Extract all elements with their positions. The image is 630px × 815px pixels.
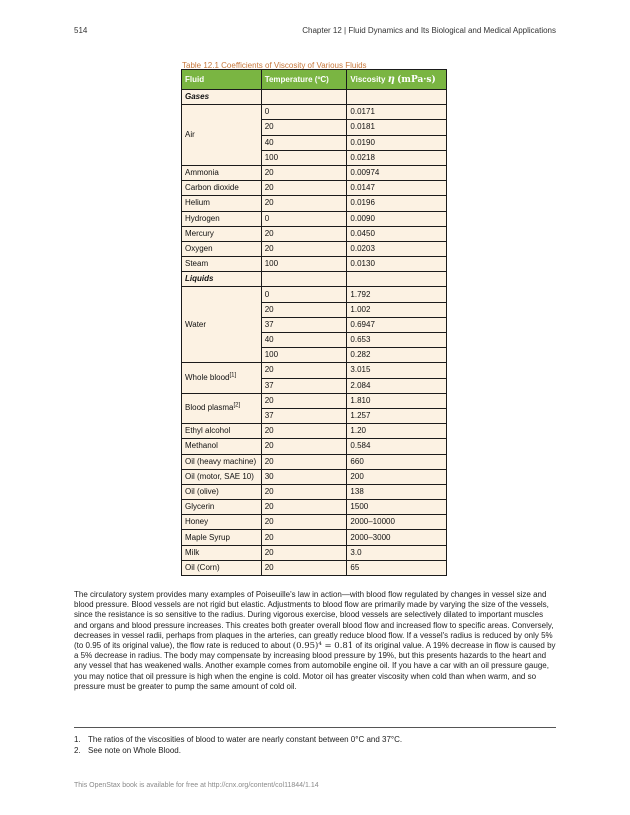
temperature-cell: 20	[261, 500, 347, 515]
column-header-fluid: Fluid	[182, 70, 262, 90]
footnote-ref-1[interactable]: [1]	[229, 372, 237, 379]
temperature-cell: 100	[261, 257, 347, 272]
fluid-cell: Carbon dioxide	[182, 181, 262, 196]
temperature-cell: 20	[261, 241, 347, 256]
viscosity-cell: 0.0190	[347, 135, 447, 150]
section-row-liquids	[182, 272, 447, 287]
footnote-number: 1.	[74, 735, 81, 744]
fluid-cell: Oil (heavy machine)	[182, 454, 262, 469]
temperature-cell: 20	[261, 515, 347, 530]
table-row	[182, 560, 447, 575]
table-row	[182, 530, 447, 545]
table-row	[182, 211, 447, 226]
temperature-cell: 20	[261, 302, 347, 317]
footnote-ref-2[interactable]: [2]	[233, 402, 241, 409]
section-label: Liquids	[182, 272, 262, 287]
table-header-row	[182, 70, 447, 90]
fluid-cell: Steam	[182, 257, 262, 272]
fluid-label: Whole blood	[185, 373, 230, 383]
viscosity-cell: 0.0450	[347, 226, 447, 241]
temperature-cell: 37	[261, 408, 347, 423]
viscosity-cell: 1.792	[347, 287, 447, 302]
table-row	[182, 287, 447, 302]
footnote-text: See note on Whole Blood.	[88, 745, 181, 755]
math-expression: (0.95)⁴ = 0.81	[292, 641, 354, 652]
temperature-cell: 20	[261, 363, 347, 378]
viscosity-cell: 3.015	[347, 363, 447, 378]
viscosity-symbol: η	[387, 74, 395, 85]
fluid-cell: Oil (olive)	[182, 484, 262, 499]
paragraph-text: The circulatory system provides many examples of Poiseuille's law in action—with blood flow regulated by changes in vessel size and blood pressure. Blood vessels are not rigid but elastic. Adjustments to blood flow are primarily made by varying the size of the vessels, since the resistance is so sensitive to the radius. During vigorous exercise, blood vessels are selectively dilated to important muscles and organs and blood pressure increases. This creates both greater overall blood flow and increased flow to specific areas. Conversely, decreases in vessel radii, perhaps from plaques in the arteries, can greatly reduce blood flow. If a vessel's radius is reduced by only 5% (to 0.95 of its original value), the flow rate is reduced to about	[74, 590, 554, 651]
page-footer: This OpenStax book is available for free at http://cnx.org/content/col11844/1.14	[74, 782, 319, 789]
fluid-cell: Oxygen	[182, 241, 262, 256]
viscosity-cell: 1.810	[347, 393, 447, 408]
viscosity-table	[181, 69, 447, 576]
temperature-cell: 37	[261, 317, 347, 332]
column-header-temperature: Temperature (ºC)	[261, 70, 347, 90]
temperature-cell: 37	[261, 378, 347, 393]
temperature-cell: 20	[261, 424, 347, 439]
paragraph-text: of its original value. A 19% decrease in flow is caused by a 5% decrease in radius. The body may compensate by increasing blood pressure by 19%, but this presents hazards to the heart and any vessel that has weakened walls. Another example comes from automobile engine oil. If you have a car with an oil pressure gauge, you may notice that oil pressure is high when the engine is cold. Motor oil has greater viscosity when cold than when warm, and so pressure must be greater to pump the same amount of cold oil.	[74, 641, 556, 691]
footnotes	[74, 735, 402, 756]
table-row	[182, 105, 447, 120]
viscosity-cell: 0.6947	[347, 317, 447, 332]
viscosity-cell: 138	[347, 484, 447, 499]
viscosity-cell: 200	[347, 469, 447, 484]
viscosity-cell: 0.0196	[347, 196, 447, 211]
empty-cell	[261, 90, 347, 105]
viscosity-cell: 1500	[347, 500, 447, 515]
viscosity-unit: (mPa·s)	[397, 75, 436, 85]
footnote-divider	[74, 727, 556, 728]
temperature-cell: 40	[261, 135, 347, 150]
viscosity-cell: 3.0	[347, 545, 447, 560]
viscosity-cell: 0.0218	[347, 150, 447, 165]
section-row-gases	[182, 90, 447, 105]
temperature-cell: 20	[261, 484, 347, 499]
viscosity-cell: 0.282	[347, 348, 447, 363]
table-row	[182, 196, 447, 211]
temperature-cell: 20	[261, 560, 347, 575]
fluid-cell: Methanol	[182, 439, 262, 454]
fluid-cell: Helium	[182, 196, 262, 211]
fluid-cell: Oil (motor, SAE 10)	[182, 469, 262, 484]
viscosity-cell: 0.0203	[347, 241, 447, 256]
temperature-cell: 30	[261, 469, 347, 484]
table-row	[182, 545, 447, 560]
fluid-cell: Mercury	[182, 226, 262, 241]
footnote-1	[74, 735, 402, 746]
fluid-cell: Ethyl alcohol	[182, 424, 262, 439]
viscosity-cell: 0.0181	[347, 120, 447, 135]
temperature-cell: 0	[261, 211, 347, 226]
fluid-cell: Air	[182, 105, 262, 166]
temperature-cell: 20	[261, 165, 347, 180]
fluid-cell: Water	[182, 287, 262, 363]
table-caption: Table 12.1 Coefficients of Viscosity of Various Fluids	[182, 61, 367, 70]
fluid-label: Blood plasma	[185, 403, 234, 413]
table-row	[182, 454, 447, 469]
empty-cell	[261, 272, 347, 287]
fluid-cell: Ammonia	[182, 165, 262, 180]
temperature-cell: 20	[261, 226, 347, 241]
table-row	[182, 165, 447, 180]
viscosity-cell: 0.0130	[347, 257, 447, 272]
temperature-cell: 100	[261, 150, 347, 165]
table-row	[182, 469, 447, 484]
viscosity-cell: 2000–3000	[347, 530, 447, 545]
temperature-cell: 20	[261, 545, 347, 560]
viscosity-cell: 660	[347, 454, 447, 469]
fluid-cell: Hydrogen	[182, 211, 262, 226]
body-paragraph	[74, 590, 558, 692]
fluid-cell: Glycerin	[182, 500, 262, 515]
table-row	[182, 393, 447, 408]
temperature-cell: 0	[261, 105, 347, 120]
fluid-cell: Milk	[182, 545, 262, 560]
chapter-header: Chapter 12 | Fluid Dynamics and Its Biological and Medical Applications	[302, 26, 556, 35]
table-row	[182, 363, 447, 378]
viscosity-cell: 0.0171	[347, 105, 447, 120]
fluid-cell: Honey	[182, 515, 262, 530]
temperature-cell: 20	[261, 181, 347, 196]
viscosity-cell: 1.257	[347, 408, 447, 423]
section-label: Gases	[182, 90, 262, 105]
viscosity-cell: 0.653	[347, 333, 447, 348]
footnote-number: 2.	[74, 745, 81, 755]
table-row	[182, 226, 447, 241]
footnote-text: The ratios of the viscosities of blood to water are nearly constant between 0°C and 37°C.	[88, 735, 403, 744]
fluid-cell: Maple Syrup	[182, 530, 262, 545]
fluid-cell	[182, 393, 262, 423]
viscosity-cell: 0.0090	[347, 211, 447, 226]
temperature-cell: 20	[261, 120, 347, 135]
fluid-cell: Oil (Corn)	[182, 560, 262, 575]
temperature-cell: 20	[261, 393, 347, 408]
temperature-cell: 20	[261, 196, 347, 211]
viscosity-cell: 2000–10000	[347, 515, 447, 530]
temperature-cell: 0	[261, 287, 347, 302]
table-row	[182, 241, 447, 256]
viscosity-cell: 65	[347, 560, 447, 575]
viscosity-cell: 0.00974	[347, 165, 447, 180]
table-row	[182, 181, 447, 196]
table-row	[182, 515, 447, 530]
viscosity-header-text: Viscosity	[350, 75, 386, 84]
viscosity-cell: 0.584	[347, 439, 447, 454]
footnote-2	[74, 746, 402, 757]
temperature-cell: 20	[261, 454, 347, 469]
table-row	[182, 484, 447, 499]
temperature-cell: 40	[261, 333, 347, 348]
table-row	[182, 439, 447, 454]
viscosity-cell: 2.084	[347, 378, 447, 393]
table-row	[182, 257, 447, 272]
temperature-cell: 100	[261, 348, 347, 363]
page-number: 514	[74, 26, 88, 35]
viscosity-cell: 1.20	[347, 424, 447, 439]
viscosity-cell: 1.002	[347, 302, 447, 317]
table-row	[182, 424, 447, 439]
empty-cell	[347, 272, 447, 287]
empty-cell	[347, 90, 447, 105]
temperature-cell: 20	[261, 530, 347, 545]
fluid-cell	[182, 363, 262, 393]
table-row	[182, 500, 447, 515]
column-header-viscosity	[347, 70, 447, 90]
temperature-cell: 20	[261, 439, 347, 454]
viscosity-cell: 0.0147	[347, 181, 447, 196]
